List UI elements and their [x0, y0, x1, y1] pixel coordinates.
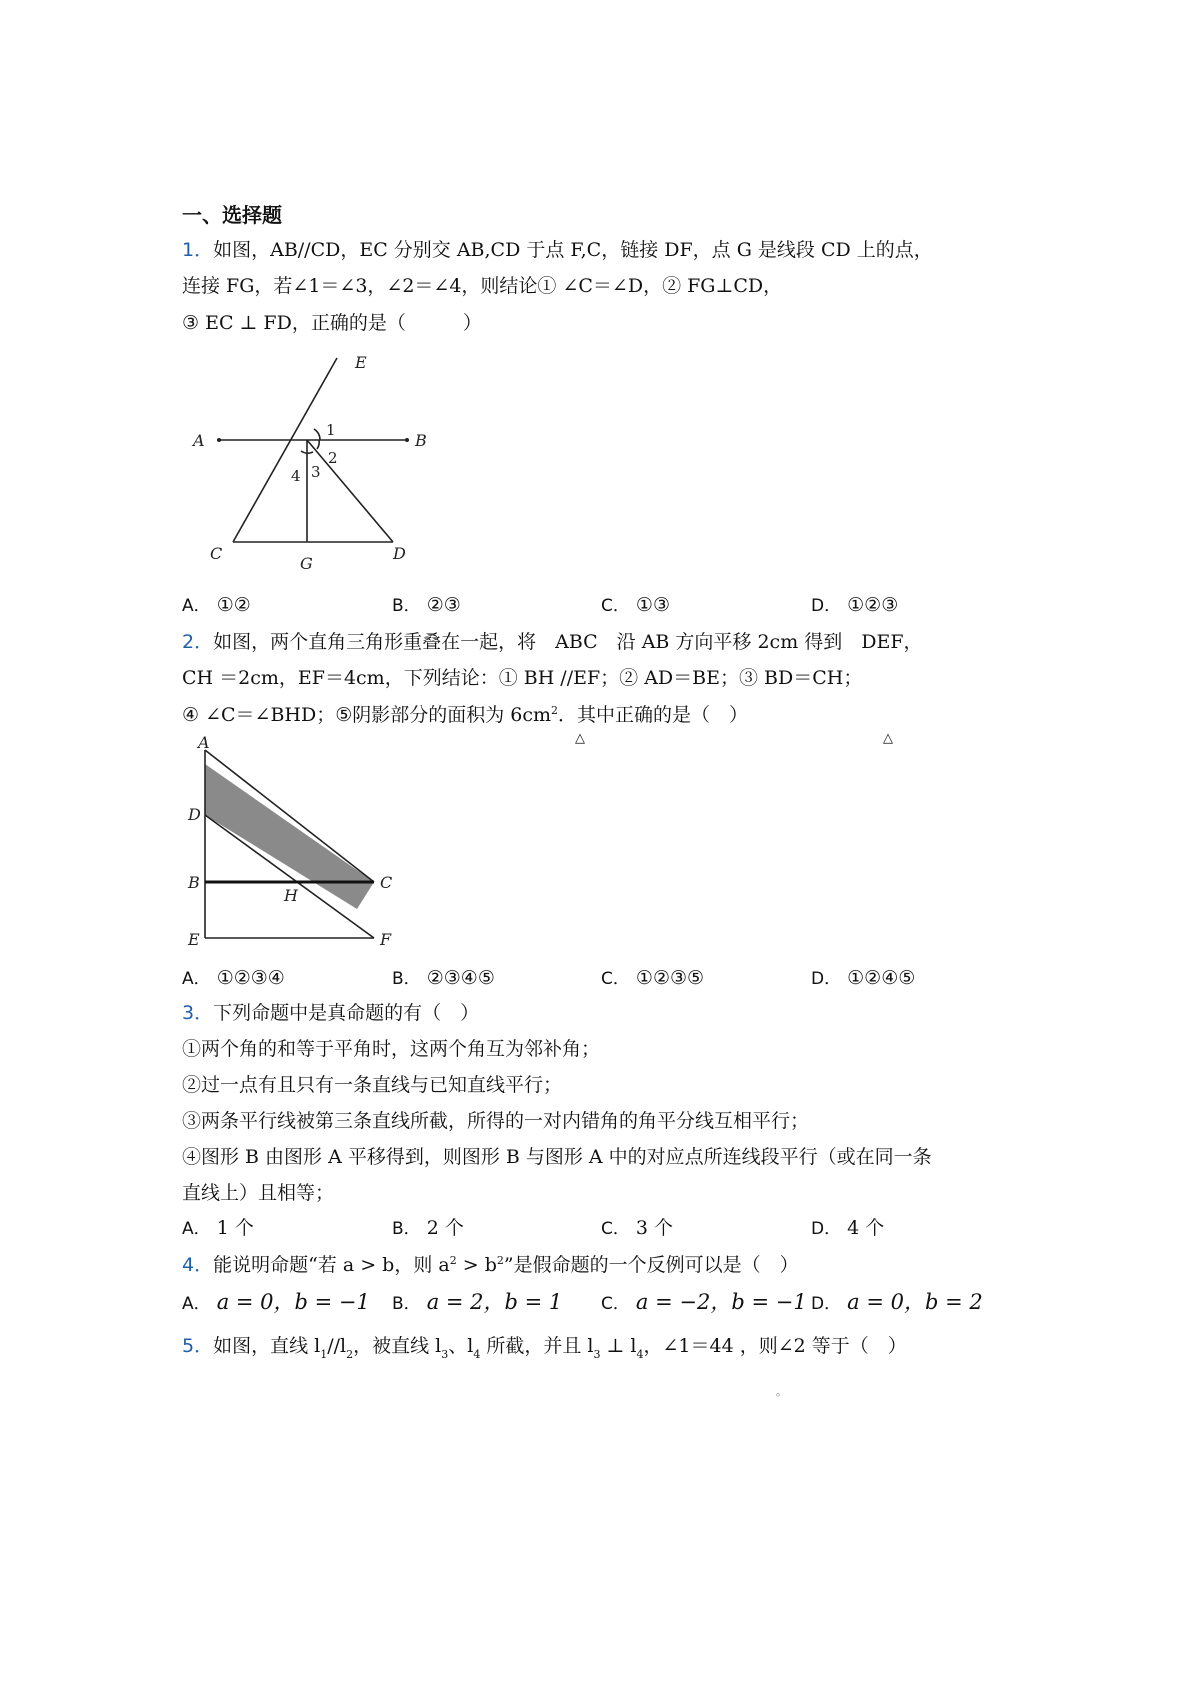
q1-option-c[interactable]: C． ①③	[601, 594, 670, 616]
q4-option-b[interactable]: B． a = 2，b = 1	[392, 1290, 563, 1314]
q2-stem-line3: ④ ∠C＝∠BHD；⑤阴影部分的面积为 6cm	[182, 704, 552, 726]
line-fd	[307, 440, 393, 542]
q2-option-d[interactable]: D． ①②④⑤	[811, 967, 916, 989]
q1-option-b[interactable]: B． ②③	[392, 594, 461, 616]
q4-line1	[182, 1253, 799, 1280]
q3-stem: 下列命题中是真命题的有（ ）	[213, 1002, 480, 1024]
label-h: H	[284, 886, 298, 905]
q3-item-3: ③两条平行线被第三条直线所截，所得的一对内错角的角平分线互相平行；	[182, 1110, 810, 1132]
q2-option-a[interactable]: A． ①②③④	[182, 967, 285, 989]
q3-item-4: ④图形 B 由图形 A 平移得到，则图形 B 与图形 A 中的对应点所连线段平行（或在同一条	[182, 1146, 932, 1168]
q2-figure	[184, 733, 404, 950]
q2-option-b[interactable]: B． ②③④⑤	[392, 967, 495, 989]
q3-option-b[interactable]: B． 2 个	[392, 1217, 464, 1239]
label-c: C	[210, 544, 223, 563]
label-d: D	[393, 544, 406, 563]
label-b: B	[415, 431, 427, 450]
triangle-mark-def: △	[883, 731, 893, 746]
label-d: D	[188, 805, 201, 824]
label-a: A	[198, 733, 210, 752]
q1-figure	[185, 353, 445, 573]
q2-stem-line2: CH ＝2cm，EF＝4cm，下列结论：① BH //EF；② AD＝BE；③ BD＝CH；	[182, 667, 863, 689]
q4-option-a[interactable]: A． a = 0，b = −1	[182, 1290, 370, 1314]
q1-option-a[interactable]: A． ①②	[182, 594, 251, 616]
q2-number: 2．	[182, 631, 214, 653]
angle-1-label: 1	[326, 421, 336, 439]
label-f: F	[380, 930, 392, 949]
q1-option-d[interactable]: D． ①②③	[811, 594, 899, 616]
q3-item-2: ②过一点有且只有一条直线与已知直线平行；	[182, 1074, 563, 1096]
q2-unit-sup: 2	[551, 704, 559, 717]
q1-line1	[182, 238, 933, 262]
label-b: B	[188, 873, 200, 892]
q2-line3	[182, 703, 748, 730]
q4-stem-mid: > b	[456, 1254, 497, 1276]
q3-item-4-cont: 直线上）且相等；	[182, 1182, 335, 1204]
label-c: C	[380, 873, 393, 892]
triangle-mark-abc: △	[575, 731, 585, 746]
q5-line1: 5．如图，直线 $l_1//l_2$，被直线 $l_3$、$l_4$ 所截，并且 $l_3$ ⊥ $l_4$，∠1＝44 ，则∠2 等于（ ）	[182, 1335, 907, 1361]
footer-mark: 。	[776, 1385, 787, 1398]
q4-number: 4．	[182, 1254, 214, 1276]
q4-option-d[interactable]: D． a = 0，b = 2	[811, 1290, 983, 1314]
angle-4-label: 4	[291, 467, 301, 485]
q2-stem-line3-end: ．其中正确的是（ ）	[558, 704, 749, 726]
line-ec	[233, 358, 337, 542]
q3-line1	[182, 1001, 479, 1025]
q4-option-c[interactable]: C． a = −2，b = −1	[601, 1290, 807, 1314]
section-title: 一、选择题	[182, 203, 282, 227]
q2-option-c[interactable]: C． ①②③⑤	[601, 967, 705, 989]
angle-2-label: 2	[328, 449, 338, 467]
q3-item-1: ①两个角的和等于平角时，这两个角互为邻补角；	[182, 1038, 601, 1060]
q1-stem-line3: ③ EC ⊥ FD，正确的是（ ）	[182, 312, 482, 334]
label-a: A	[193, 431, 205, 450]
q4-sup-a: 2	[449, 1254, 457, 1267]
q1-stem-line2: 连接 FG，若∠1＝∠3，∠2＝∠4，则结论① ∠C＝∠D，② FG⊥CD，	[182, 275, 783, 297]
q3-option-d[interactable]: D． 4 个	[811, 1217, 885, 1239]
label-g: G	[300, 554, 313, 573]
q3-number: 3．	[182, 1002, 214, 1024]
q5-number: 5．	[182, 1335, 214, 1357]
angle-3-label: 3	[311, 463, 321, 481]
q4-sup-b: 2	[496, 1254, 504, 1267]
q2-line1	[182, 630, 923, 654]
q1-stem-line1: 如图，AB//CD，EC 分别交 AB,CD 于点 F,C，链接 DF，点 G 是线段 CD 上的点，	[213, 239, 933, 261]
q3-option-a[interactable]: A． 1 个	[182, 1217, 254, 1239]
q3-option-c[interactable]: C． 3 个	[601, 1217, 674, 1239]
label-e: E	[355, 353, 367, 372]
q4-stem-end: ”是假命题的一个反例可以是（ ）	[503, 1254, 799, 1276]
q1-number: 1．	[182, 239, 214, 261]
q2-stem-line1: 如图，两个直角三角形重叠在一起，将 ABC 沿 AB 方向平移 2cm 得到 DEF，	[213, 631, 923, 653]
q4-stem: 能说明命题“若 a > b，则 a	[213, 1254, 450, 1276]
label-e: E	[188, 930, 200, 949]
